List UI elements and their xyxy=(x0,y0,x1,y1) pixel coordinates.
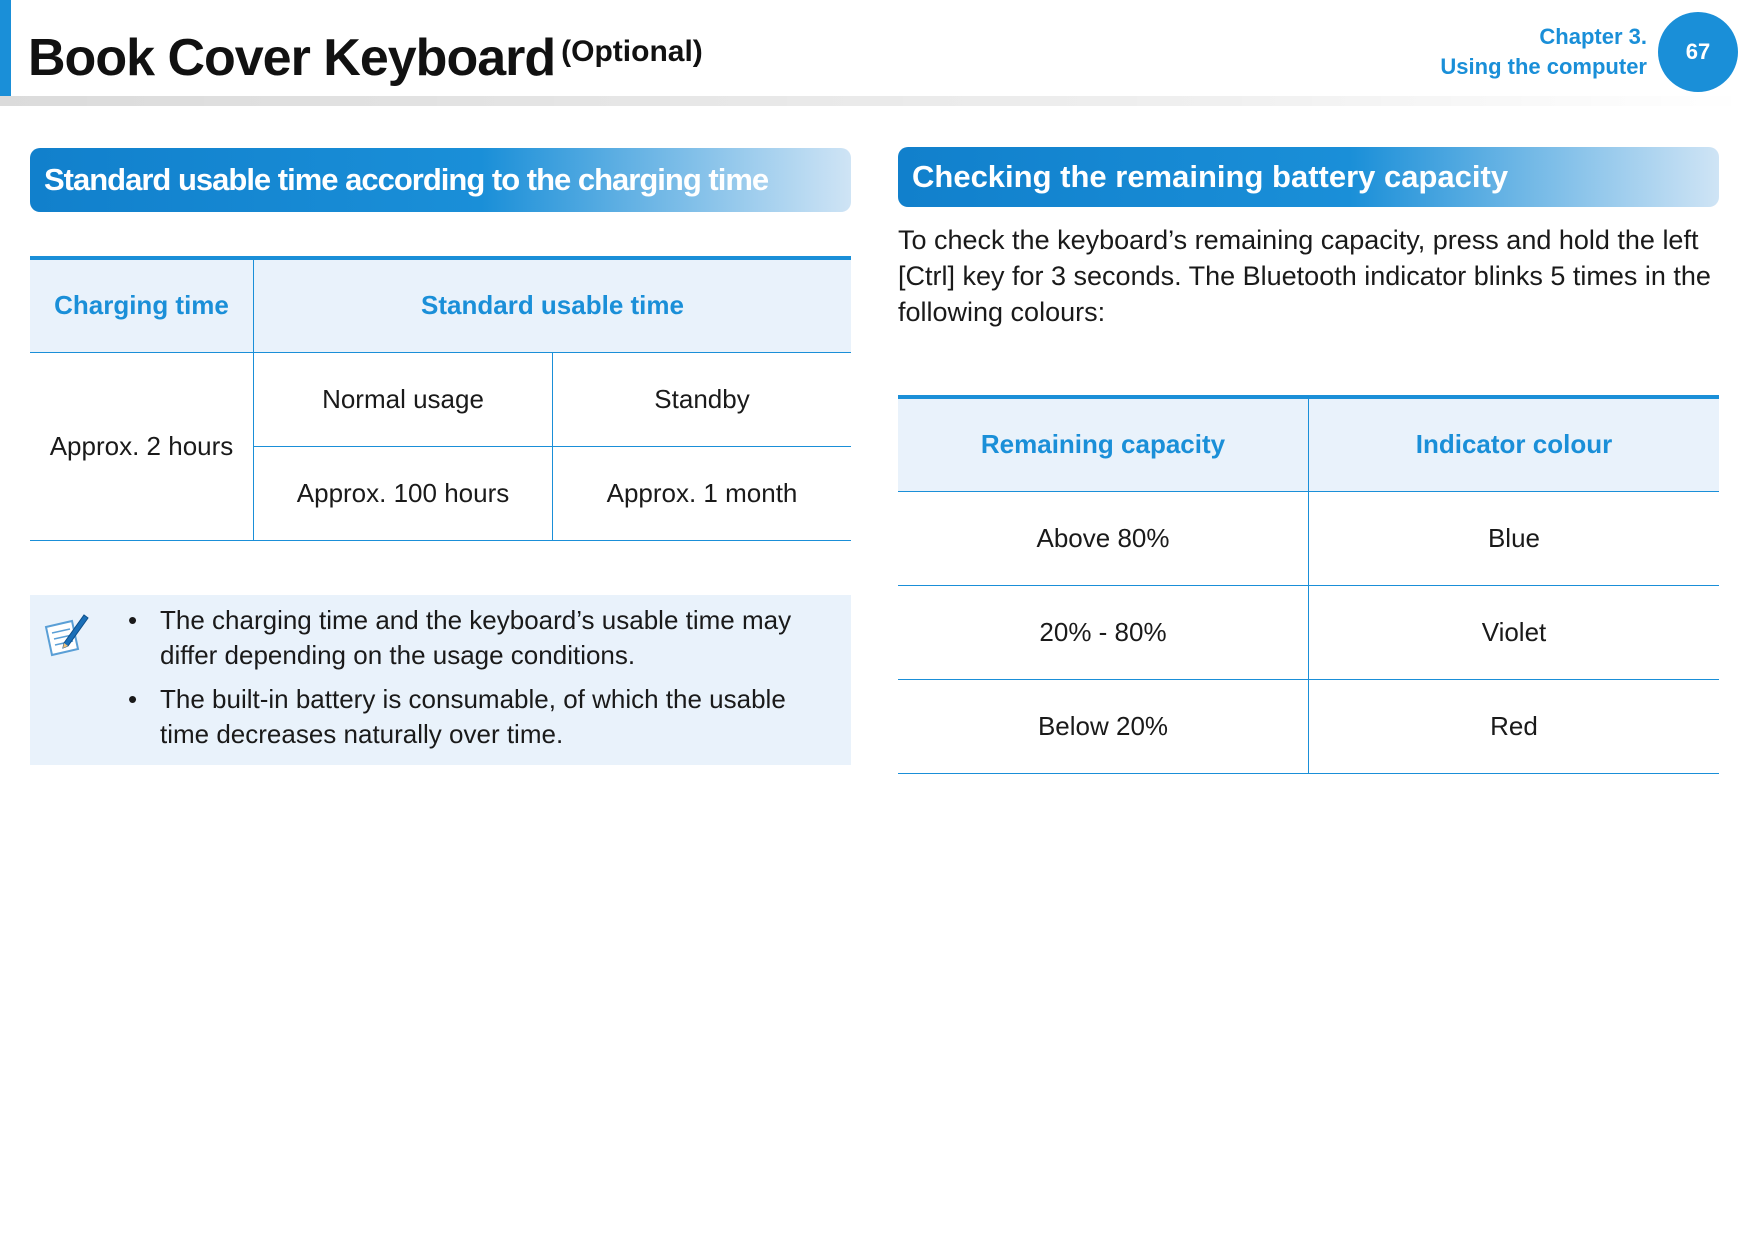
page-number-badge: 67 xyxy=(1658,12,1738,92)
note-text: The built-in battery is consumable, of which the usable time decreases naturally over time. xyxy=(160,684,786,749)
list-item xyxy=(96,682,836,752)
cell-normal-usage-label: Normal usage xyxy=(254,352,553,446)
header-divider xyxy=(0,96,1749,106)
cell-remaining-capacity: 20% - 80% xyxy=(898,585,1309,679)
table-row xyxy=(30,352,851,446)
bullet: • xyxy=(128,605,138,635)
cell-remaining-capacity: Above 80% xyxy=(898,491,1309,585)
bullet: • xyxy=(128,684,138,714)
page-title-text: Book Cover Keyboard xyxy=(28,29,556,87)
section-heading-battery-capacity: Checking the remaining battery capacity xyxy=(898,147,1719,207)
battery-capacity-table xyxy=(898,395,1719,774)
table-header-row xyxy=(898,397,1719,491)
chapter-number: Chapter 3. xyxy=(1539,24,1647,49)
cell-standby-label: Standby xyxy=(553,352,852,446)
table-header-row xyxy=(30,258,851,352)
cell-indicator-colour: Red xyxy=(1309,679,1720,773)
header-accent-bar xyxy=(0,0,11,96)
cell-standby-value: Approx. 1 month xyxy=(606,477,798,508)
column-header-indicator-colour: Indicator colour xyxy=(1309,397,1720,491)
cell-charging-value: Approx. 2 hours xyxy=(30,352,254,540)
section-heading-usable-time: Standard usable time according to the charging time xyxy=(30,148,851,212)
list-item xyxy=(96,603,836,673)
table-row xyxy=(898,585,1719,679)
cell-normal-usage-value: Approx. 100 hours xyxy=(254,446,553,540)
cell-indicator-colour: Violet xyxy=(1309,585,1720,679)
column-header-charging-time: Charging time xyxy=(30,258,254,352)
note-box xyxy=(30,595,851,765)
chapter-label xyxy=(1440,22,1647,82)
usable-time-table xyxy=(30,256,851,541)
page-title-optional: (Optional) xyxy=(561,35,703,68)
chapter-title: Using the computer xyxy=(1440,54,1647,79)
column-header-standard-usable-time: Standard usable time xyxy=(254,258,852,352)
table-row xyxy=(898,679,1719,773)
note-pencil-icon xyxy=(42,609,90,657)
battery-instructions: To check the keyboard’s remaining capacity, press and hold the left [Ctrl] key for 3 seconds. The Bluetooth indicator blinks 5 times in the following colours: xyxy=(898,225,1711,327)
note-list xyxy=(96,603,836,761)
page-title xyxy=(28,16,703,94)
cell-remaining-capacity: Below 20% xyxy=(898,679,1309,773)
column-header-remaining-capacity: Remaining capacity xyxy=(898,397,1309,491)
note-text: The charging time and the keyboard’s usable time may differ depending on the usage conditions. xyxy=(160,605,792,670)
cell-indicator-colour: Blue xyxy=(1309,491,1720,585)
table-row xyxy=(898,491,1719,585)
